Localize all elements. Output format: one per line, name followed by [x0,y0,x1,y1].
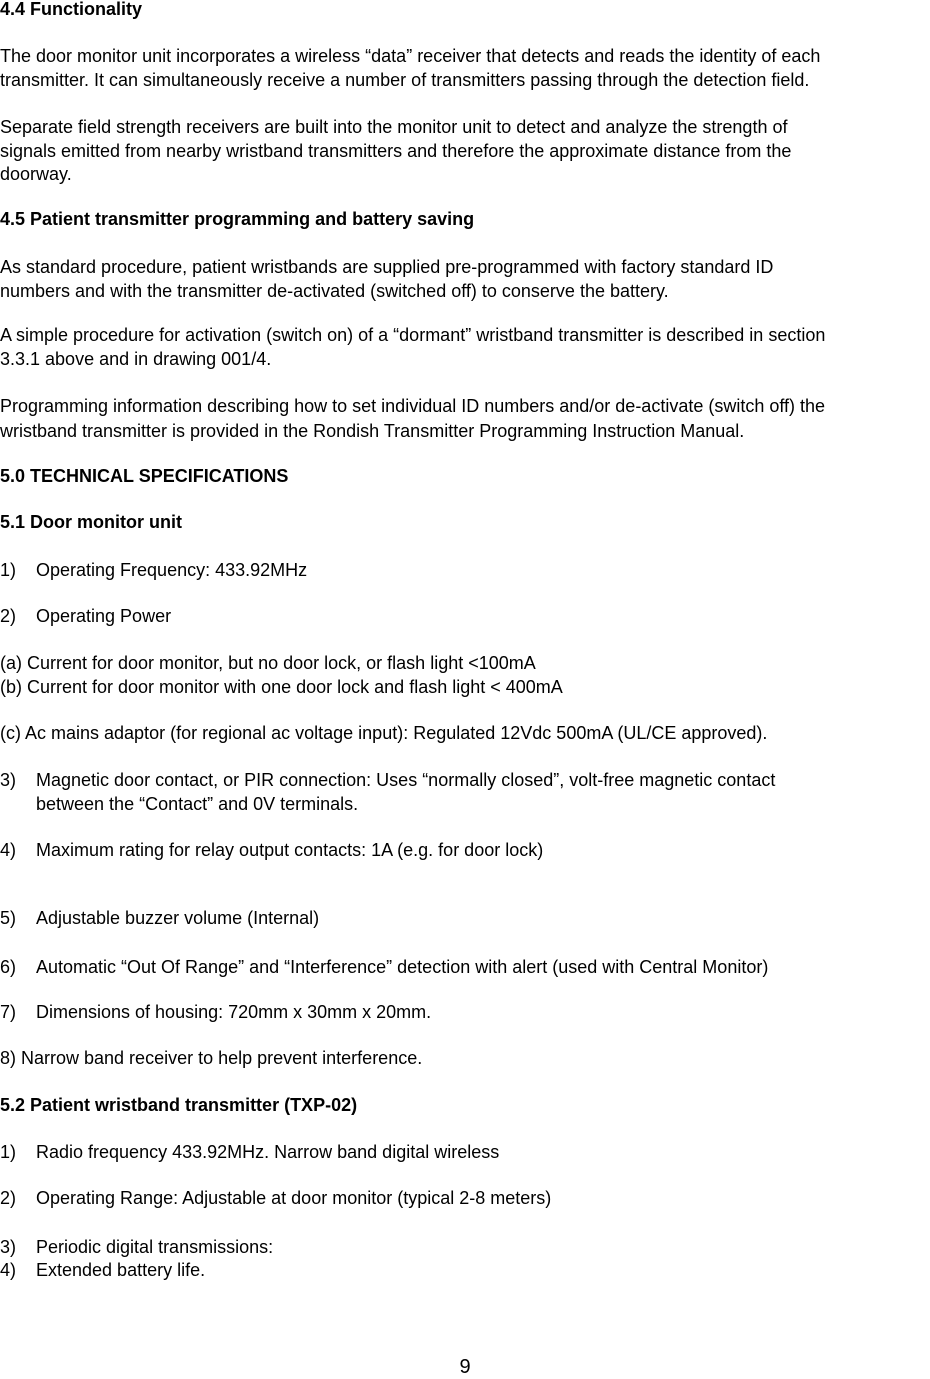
heading-5-1: 5.1 Door monitor unit [0,512,182,532]
page-number: 9 [459,1356,471,1378]
spec-item-2b: (b) Current for door monitor with one door lock and flash light < 400mA [0,677,563,697]
heading-4-4: 4.4 Functionality [0,0,143,19]
heading-5-0: 5.0 TECHNICAL SPECIFICATIONS [0,466,289,486]
heading-4-5: 4.5 Patient transmitter programming and battery saving [0,209,475,229]
spec-item-2a: (a) Current for door monitor, but no door lock, or flash light <100mA [0,653,536,673]
spec-item-2c: (c) Ac mains adaptor (for regional ac voltage input): Regulated 12Vdc 500mA (UL/CE approved). [0,723,768,743]
spec-item-8: 8) Narrow band receiver to help prevent interference. [0,1048,423,1068]
heading-5-2: 5.2 Patient wristband transmitter (TXP-02) [0,1095,358,1115]
